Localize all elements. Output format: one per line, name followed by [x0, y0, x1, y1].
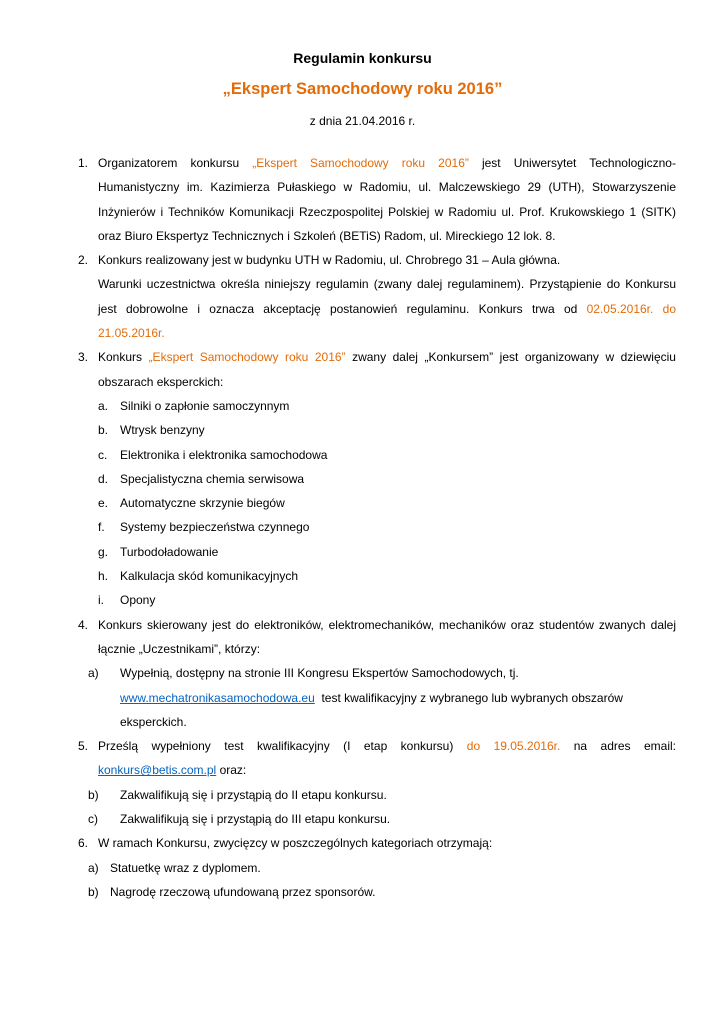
list-item: c. Elektronika i elektronika samochodowa: [98, 447, 328, 462]
point-2-line-4: [0, 321, 725, 345]
text-span: test kwalifikacyjny z wybranego lub wybranych obszarów: [321, 690, 623, 705]
text-span: Konkurs: [98, 350, 143, 365]
point-1-line-4: oraz Biuro Ekspertyz Technicznych i Szkoleń (BETiS) Radom, ul. Mireckiego 12 lok. 8.: [98, 228, 556, 243]
point-4-line-1: 4. Konkurs skierowany jest do elektroników, elektromechaników, mechaników oraz studentów zwanych dalej: [0, 613, 725, 637]
list-item: b. Wtrysk benzyny: [98, 423, 205, 438]
point-number: 3.: [78, 350, 89, 365]
email-link[interactable]: konkurs@betis.com.pl: [98, 763, 217, 778]
sub-label: a): [88, 860, 99, 875]
start-date: 02.05.2016r. do: [586, 301, 676, 316]
list-item: i. Opony: [98, 593, 156, 608]
regulation-body: [0, 151, 725, 904]
point-1-line-2: Humanistyczny im. Kazimierza Pułaskiego w Radomiu, ul. Malczewskiego 29 (UTH), Stowarzyszenie: [98, 180, 676, 195]
point-number: 5.: [78, 739, 89, 754]
list-item: f. Systemy bezpieczeństwa czynnego: [98, 520, 310, 535]
sub-label: b): [88, 787, 99, 802]
document-date: z dnia 21.04.2016 r.: [309, 114, 416, 128]
list-item: h. Kalkulacja skód komunikacyjnych: [98, 569, 299, 584]
sub-label: c): [88, 812, 98, 827]
point-2-line-2: Warunki uczestnictwa określa niniejszy regulamin (zwany dalej regulaminem). Przystąpienie do Konkursu: [98, 277, 676, 292]
end-date: 21.05.2016r.: [98, 326, 165, 341]
contest-name-inline: „Ekspert Samochodowy roku 2016”: [252, 156, 469, 170]
sub-label: a): [88, 666, 99, 681]
list-item: e. Automatyczne skrzynie biegów: [98, 496, 285, 511]
point-5-sub-b: b) Zakwalifikują się i przystąpią do II etapu konkursu.: [0, 783, 725, 807]
point-3-line-1: [0, 345, 725, 369]
point-6-sub-b: b) Nagrodę rzeczową ufundowaną przez sponsorów.: [0, 880, 725, 904]
text-span: na adres email:: [573, 739, 676, 754]
point-6-sub-a: a) Statuetkę wraz z dyplomem.: [0, 856, 725, 880]
text-span: jest Uniwersytet Technologiczno-: [481, 156, 676, 170]
point-number: 1.: [78, 156, 89, 170]
contest-name: „Ekspert Samochodowy roku 2016”: [222, 80, 503, 98]
point-5-line-1: [0, 734, 725, 758]
contest-name-inline: „Ekspert Samochodowy roku 2016”: [148, 350, 346, 365]
text-span: oraz:: [219, 763, 247, 778]
point-5-sub-c: c) Zakwalifikują się i przystąpią do III etapu konkursu.: [0, 807, 725, 831]
point-4-line-2: łącznie „Uczestnikami”, którzy:: [98, 641, 261, 656]
point-2-line-3: [0, 297, 725, 321]
website-link[interactable]: www.mechatronikasamochodowa.eu: [120, 690, 315, 705]
point-4-sub-a-line-2: [0, 686, 725, 710]
text-span: jest dobrowolne i oznacza akceptację postanowień regulaminu. Konkurs trwa od: [98, 301, 578, 316]
sub-label: b): [88, 884, 99, 899]
point-6-line-1: 6. W ramach Konkursu, zwycięzcy w poszczególnych kategoriach otrzymają:: [0, 831, 725, 855]
point-number: 4.: [78, 617, 89, 632]
point-number: 6.: [78, 836, 89, 851]
list-item: d. Specjalistyczna chemia serwisowa: [98, 471, 305, 486]
document-title: Regulamin konkursu: [293, 50, 432, 66]
point-3-line-2: obszarach eksperckich:: [98, 374, 224, 389]
text-span: Organizatorem konkursu: [98, 156, 240, 170]
point-number: 2.: [78, 253, 89, 268]
text-span: zwany dalej „Konkursem” jest organizowany w dziewięciu: [352, 350, 676, 365]
list-item: a. Silniki o zapłonie samoczynnym: [98, 398, 290, 413]
point-1-line-3: Inżynierów i Techników Komunikacji Rzeczpospolitej Polskiej w Radomiu ul. Prof. Krukowskiego 1 (SITK): [98, 204, 676, 219]
point-5-line-2: [0, 758, 725, 782]
list-item: g. Turbodoładowanie: [98, 544, 219, 559]
deadline-date: do 19.05.2016r.: [466, 739, 561, 754]
point-2-line-1: 2. Konkurs realizowany jest w budynku UTH w Radomiu, ul. Chrobrego 31 – Aula główna.: [0, 248, 725, 272]
text-span: Prześlą wypełniony test kwalifikacyjny (I etap konkursu): [98, 739, 454, 754]
point-4-sub-a-line-3: eksperckich.: [120, 714, 187, 729]
point-1-line-1: [0, 151, 725, 175]
point-4-sub-a-line-1: a) Wypełnią, dostępny na stronie III Kongresu Ekspertów Samochodowych, tj.: [0, 661, 725, 685]
